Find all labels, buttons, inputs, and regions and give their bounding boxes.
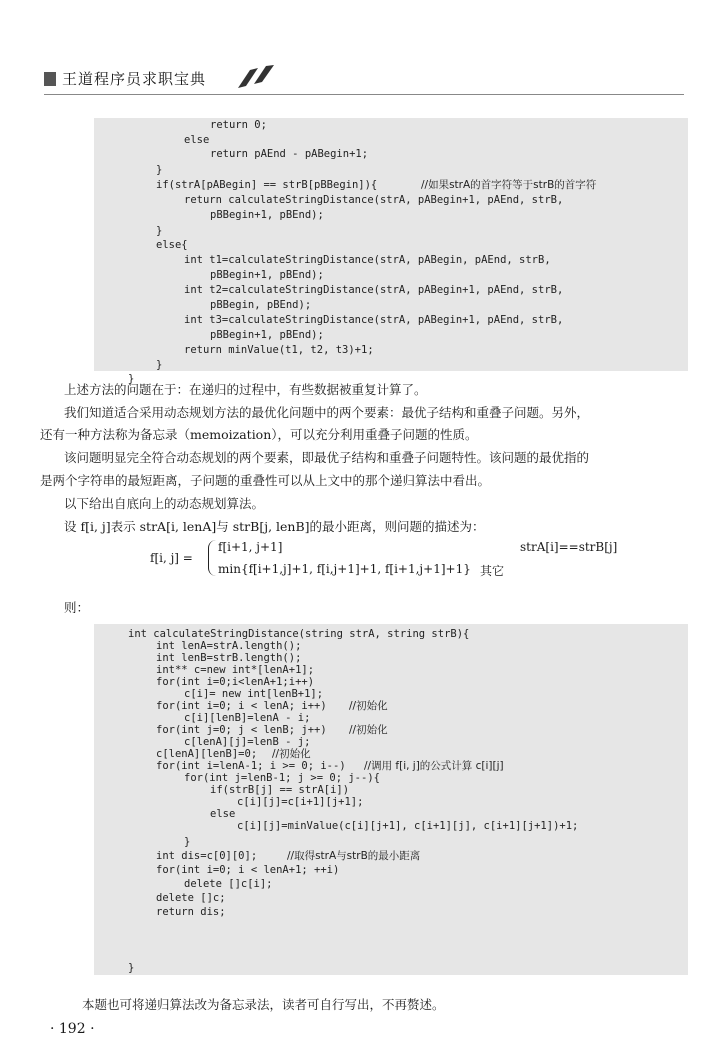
code-block-dp xyxy=(94,624,688,975)
paragraph-then: 则： xyxy=(64,600,90,615)
code-line: } xyxy=(156,359,163,371)
code-line: return calculateStringDistance(strA, pABegin+1, pAEnd, strB, xyxy=(184,194,564,206)
code-line: c[i]= new int[lenB+1]; xyxy=(184,688,324,700)
code-line: for(int i=0;i<lenA+1;i++) xyxy=(156,676,315,688)
closing-paragraph: 本题也可将递归算法改为备忘录法，读者可自行写出，不再赘述。 xyxy=(82,997,445,1012)
code-line: int** c=new int*[lenA+1]; xyxy=(156,664,315,676)
code-line: pBBegin+1, pBEnd); xyxy=(210,329,324,341)
paragraph: 是两个字符串的最短距离，子问题的重叠性可以从上文中的那个递归算法中看出。 xyxy=(40,473,491,488)
code-comment: //调用 f[i, j]的公式计算 c[i][j] xyxy=(364,760,504,772)
code-comment: //初始化 xyxy=(349,700,388,712)
book-title: 王道程序员求职宝典 xyxy=(62,70,207,88)
code-line: } xyxy=(156,225,163,237)
code-line: } xyxy=(128,962,135,974)
formula-brace xyxy=(208,540,217,576)
pen-icon xyxy=(236,64,276,90)
formula-lhs: f[i, j] = xyxy=(150,551,193,565)
code-line: if(strB[j] == strA[i]) xyxy=(210,784,350,796)
paragraph: 该问题明显完全符合动态规划的两个要素，即最优子结构和重叠子问题特性。该问题的最优指的 xyxy=(64,450,590,465)
code-line: if(strA[pABegin] == strB[pBBegin]){ xyxy=(156,179,378,191)
code-line: return 0; xyxy=(210,119,267,131)
code-line: } xyxy=(156,164,163,176)
paragraph: 我们知道适合采用动态规划方法的最优化问题中的两个要素：最优子结构和重叠子问题。另外， xyxy=(64,405,590,420)
paragraph: 以下给出自底向上的动态规划算法。 xyxy=(64,496,265,511)
formula-case2-cond: 其它 xyxy=(480,564,505,578)
code-line: c[lenA][lenB]=0; xyxy=(156,748,258,760)
running-header xyxy=(44,64,684,94)
code-line: else xyxy=(210,808,236,820)
formula-case1-cond: strA[i]==strB[j] xyxy=(520,540,618,554)
code-line: int t2=calculateStringDistance(strA, pABegin+1, pAEnd, strB, xyxy=(184,284,564,296)
code-comment: //初始化 xyxy=(349,724,388,736)
code-line: int calculateStringDistance(string strA, string strB){ xyxy=(128,628,470,640)
code-line: return pAEnd - pABegin+1; xyxy=(210,148,369,160)
code-line: c[i][j]=c[i+1][j+1]; xyxy=(237,796,364,808)
code-line: return dis; xyxy=(156,906,226,918)
page-number: · 192 · xyxy=(50,1021,95,1037)
code-line: else{ xyxy=(156,239,188,251)
code-line: int lenB=strB.length(); xyxy=(156,652,302,664)
code-line: for(int i=0; i < lenA; i++) xyxy=(156,700,327,712)
code-line: for(int i=0; i < lenA+1; ++i) xyxy=(156,864,340,876)
header-block-mark xyxy=(44,72,56,86)
formula-case2-expr: min{f[i+1,j]+1, f[i,j+1]+1, f[i+1,j+1]+1} xyxy=(218,562,471,576)
code-line: } xyxy=(128,373,135,385)
paragraph: 设 f[i, j]表示 strA[i, lenA]与 strB[j, lenB]的最小距离，则问题的描述为： xyxy=(64,519,485,534)
paragraph: 上述方法的问题在于：在递归的过程中，有些数据被重复计算了。 xyxy=(64,382,427,397)
code-line: c[i][j]=minValue(c[i][j+1], c[i+1][j], c[i+1][j+1])+1; xyxy=(237,820,579,832)
code-block-recursive xyxy=(94,118,688,385)
code-line: for(int j=lenB-1; j >= 0; j--){ xyxy=(184,772,380,784)
code-line: else xyxy=(184,134,210,146)
code-line: delete []c; xyxy=(156,892,226,904)
code-line: delete []c[i]; xyxy=(184,878,273,890)
code-comment: //初始化 xyxy=(272,748,311,760)
formula-case1-expr: f[i+1, j+1] xyxy=(218,540,283,554)
code-comment: //取得strA与strB的最小距离 xyxy=(287,850,421,862)
code-line: } xyxy=(184,836,191,848)
paragraph: 还有一种方法称为备忘录（memoization），可以充分利用重叠子问题的性质。 xyxy=(40,427,478,442)
code-line: return minValue(t1, t2, t3)+1; xyxy=(184,344,374,356)
code-line: int lenA=strA.length(); xyxy=(156,640,302,652)
code-line: c[lenA][j]=lenB - j; xyxy=(184,736,311,748)
code-comment: //如果strA的首字符等于strB的首字符 xyxy=(421,179,597,191)
header-rule xyxy=(44,94,684,95)
code-line: pBBegin, pBEnd); xyxy=(210,299,312,311)
code-line: int t3=calculateStringDistance(strA, pABegin+1, pAEnd, strB, xyxy=(184,314,564,326)
code-line: c[i][lenB]=lenA - i; xyxy=(184,712,311,724)
code-line: pBBegin+1, pBEnd); xyxy=(210,209,324,221)
code-line: int t1=calculateStringDistance(strA, pABegin, pAEnd, strB, xyxy=(184,254,551,266)
code-line: for(int j=0; j < lenB; j++) xyxy=(156,724,327,736)
code-line: pBBegin+1, pBEnd); xyxy=(210,269,324,281)
code-line: int dis=c[0][0]; xyxy=(156,850,258,862)
code-line: for(int i=lenA-1; i >= 0; i--) xyxy=(156,760,346,772)
